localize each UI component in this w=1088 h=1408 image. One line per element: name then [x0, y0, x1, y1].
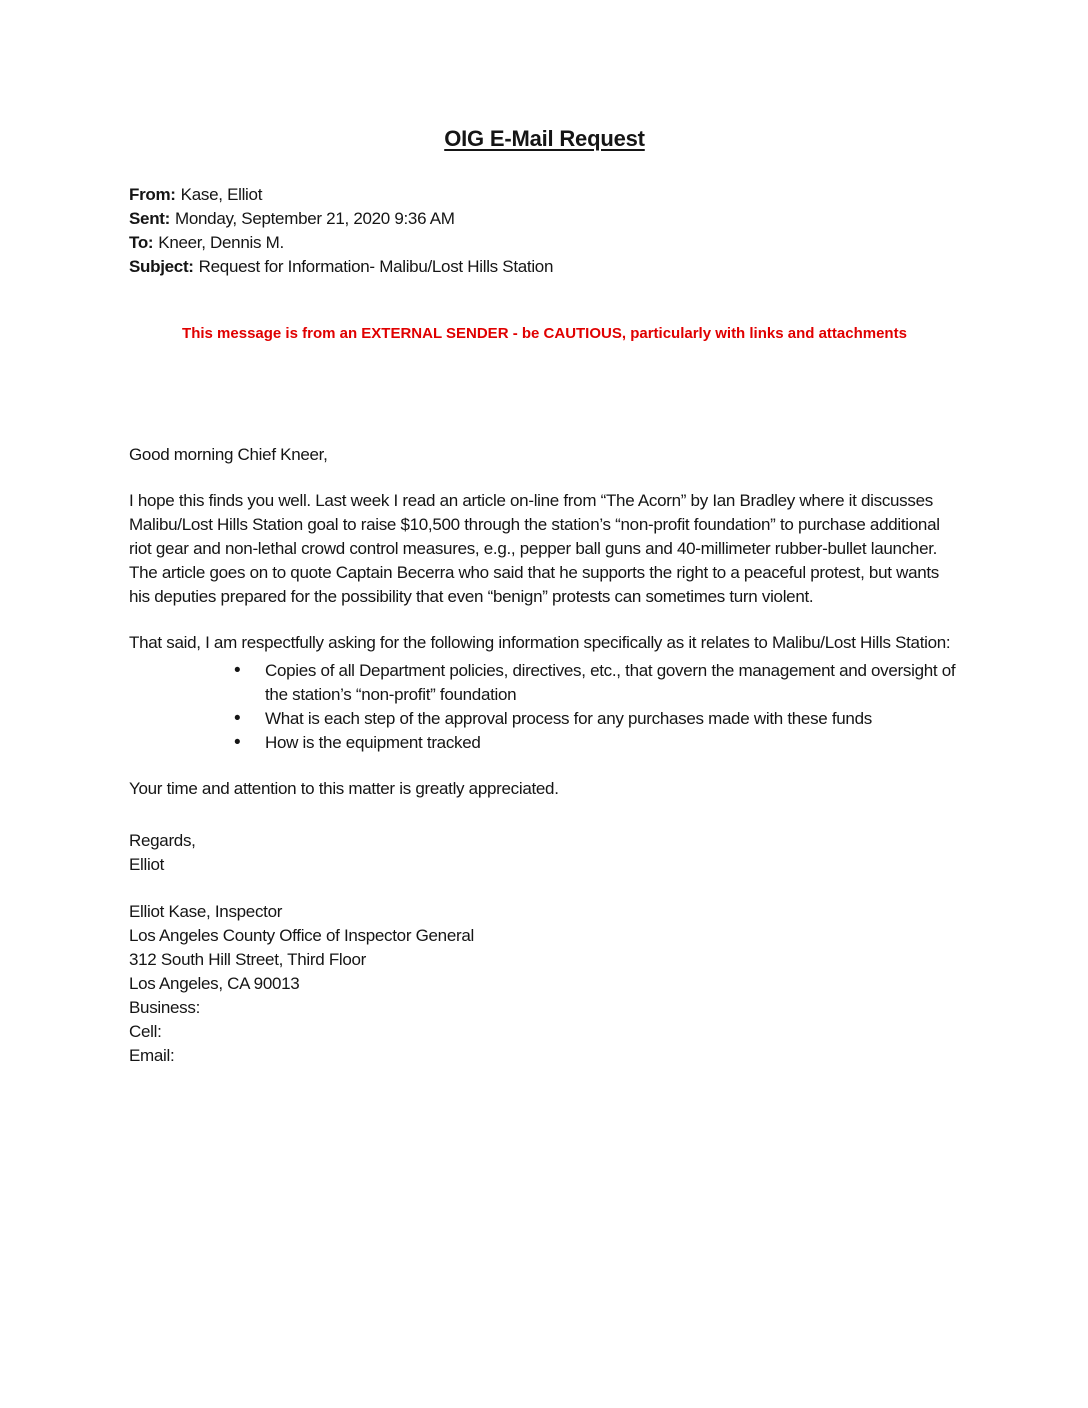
- subject-value: Request for Information- Malibu/Lost Hills Station: [198, 257, 554, 276]
- signoff-regards: Regards,: [129, 831, 196, 850]
- body-paragraph-2: That said, I am respectfully asking for the following information specifically as it relates to Malibu/Lost Hills Station:: [129, 633, 951, 652]
- page-title: OIG E-Mail Request: [444, 126, 645, 151]
- email-header: [129, 183, 960, 279]
- from-value: Kase, Elliot: [180, 185, 263, 204]
- header-row-from: [129, 183, 960, 207]
- signature-name-title: Elliot Kase, Inspector: [129, 902, 283, 921]
- closing-sentence: Your time and attention to this matter is greatly appreciated.: [129, 779, 559, 798]
- body-paragraph-1: I hope this finds you well. Last week I read an article on-line from “The Acorn” by Ian Bradley where it discusses Malibu/Lost Hills Station goal to raise $10,500 through the station’s “non-profit foundation” to purchase additional riot gear and non-lethal crowd control measures, e.g., pepper ball guns and 40-millimeter rubber-bullet launcher. The article goes on to quote Captain Becerra who said that he supports the right to a peaceful protest, but wants his deputies prepared for the possibility that even “benign” protests can sometimes turn violent.: [129, 491, 940, 606]
- request-bullet-list: [129, 659, 960, 755]
- signature-city: Los Angeles, CA 90013: [129, 974, 300, 993]
- signature-business-label: Business:: [129, 998, 201, 1017]
- header-row-subject: [129, 255, 960, 279]
- signature-street: 312 South Hill Street, Third Floor: [129, 950, 367, 969]
- from-label: From:: [129, 185, 176, 204]
- sent-label: Sent:: [129, 209, 171, 228]
- to-label: To:: [129, 233, 154, 252]
- sent-value: Monday, September 21, 2020 9:36 AM: [175, 209, 455, 228]
- signature-email-label: Email:: [129, 1046, 175, 1065]
- bullet-item: • What is each step of the approval process for any purchases made with these funds: [265, 707, 960, 731]
- bullet-item: • How is the equipment tracked: [265, 731, 960, 755]
- signature-block: [129, 900, 960, 1068]
- signature-cell-label: Cell:: [129, 1022, 162, 1041]
- bullet-item: • Copies of all Department policies, directives, etc., that govern the management and oversight of the station’s “non-profit” foundation: [265, 659, 960, 707]
- header-row-to: [129, 231, 960, 255]
- signoff-name: Elliot: [129, 855, 165, 874]
- subject-label: Subject:: [129, 257, 194, 276]
- signoff: [129, 829, 960, 877]
- greeting: Good morning Chief Kneer,: [129, 445, 328, 464]
- header-row-sent: [129, 207, 960, 231]
- to-value: Kneer, Dennis M.: [158, 233, 284, 252]
- signature-office: Los Angeles County Office of Inspector General: [129, 926, 474, 945]
- external-sender-warning: This message is from an EXTERNAL SENDER - be CAUTIOUS, particularly with links and attachments: [182, 325, 907, 342]
